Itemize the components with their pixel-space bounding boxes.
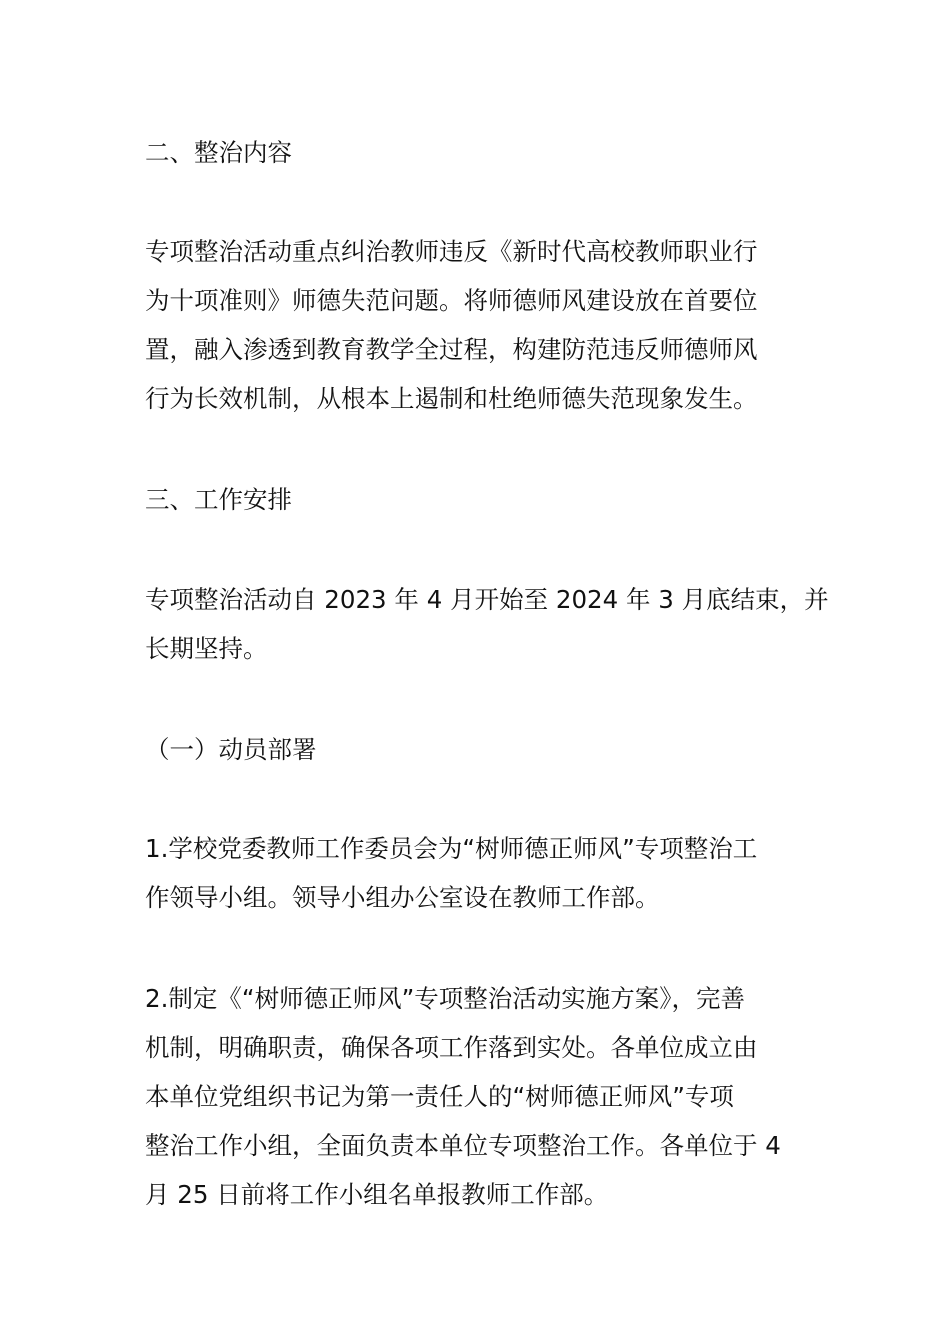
paragraph-line: 月 25 日前将工作小组名单报教师工作部。 xyxy=(145,1180,609,1209)
paragraph-line: 为十项准则》师德失范问题。将师德师风建设放在首要位 xyxy=(145,286,758,315)
subsection1-heading-text: （一）动员部署 xyxy=(145,735,317,764)
paragraph-line: 专项整治活动重点纠治教师违反《新时代高校教师职业行 xyxy=(145,237,758,266)
paragraph-line: 整治工作小组，全面负责本单位专项整治工作。各单位于 4 xyxy=(145,1131,781,1160)
paragraph-line: 长期坚持。 xyxy=(145,634,268,663)
paragraph-line: 2.制定《“树师德正师风”专项整治活动实施方案》，完善 xyxy=(145,984,746,1013)
section2-paragraph xyxy=(145,227,810,423)
section3-heading-text: 三、工作安排 xyxy=(145,485,292,514)
item1-paragraph xyxy=(145,824,810,922)
paragraph-line: 置，融入渗透到教育教学全过程，构建防范违反师德师风 xyxy=(145,335,758,364)
paragraph-line: 机制，明确职责，确保各项工作落到实处。各单位成立由 xyxy=(145,1033,758,1062)
section3-paragraph xyxy=(145,575,829,673)
paragraph-line: 作领导小组。领导小组办公室设在教师工作部。 xyxy=(145,883,660,912)
paragraph-line: 行为长效机制，从根本上遏制和杜绝师德失范现象发生。 xyxy=(145,384,758,413)
section3-heading xyxy=(145,475,810,524)
section2-heading xyxy=(145,128,810,177)
paragraph-line: 本单位党组织书记为第一责任人的“树师德正师风”专项 xyxy=(145,1082,734,1111)
paragraph-line: 专项整治活动自 2023 年 4 月开始至 2024 年 3 月底结束，并 xyxy=(145,585,829,614)
paragraph-line: 1.学校党委教师工作委员会为“树师德正师风”专项整治工 xyxy=(145,834,758,863)
subsection1-heading xyxy=(145,725,810,774)
section2-heading-text: 二、整治内容 xyxy=(145,138,292,167)
item2-paragraph xyxy=(145,974,810,1219)
